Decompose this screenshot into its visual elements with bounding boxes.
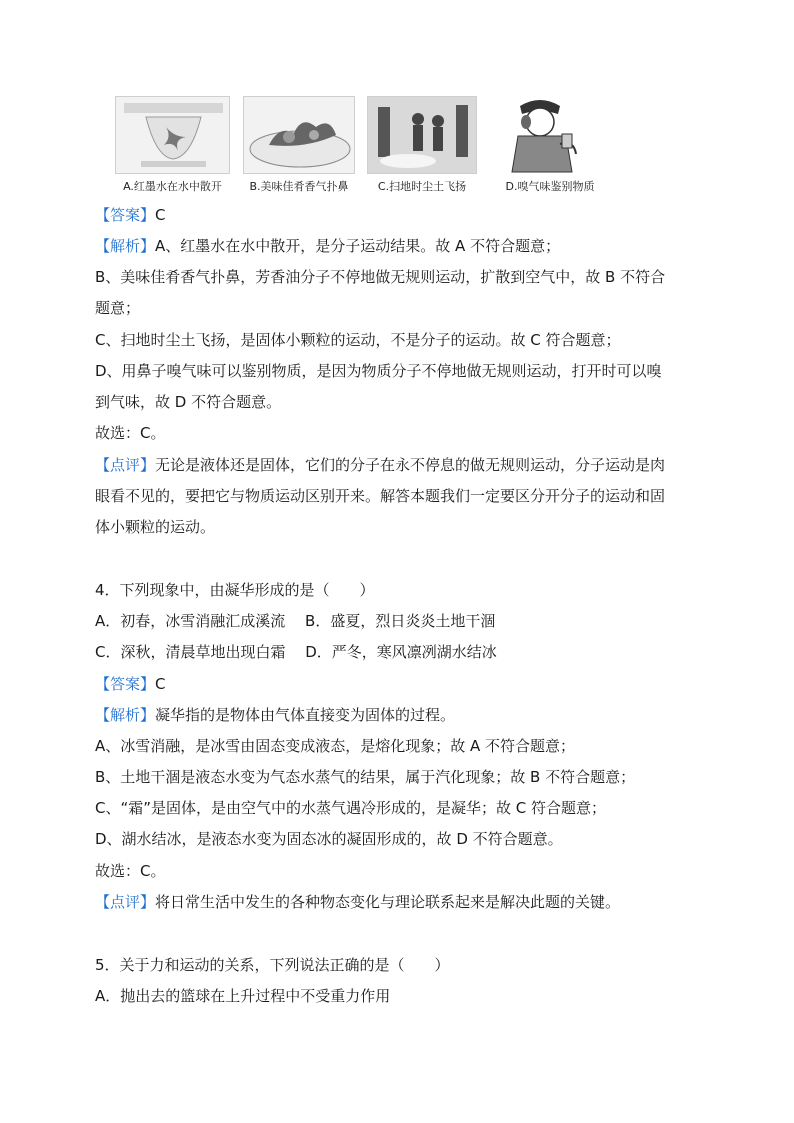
q4-options-line-2: C．深秋，清晨草地出现白霜 D．严冬，寒风凛冽湖水结冰 xyxy=(95,643,497,661)
figure-b-caption: B.美味佳肴香气扑鼻 xyxy=(249,180,349,193)
figure-c-caption: C.扫地时尘土飞扬 xyxy=(377,180,467,193)
q3-analysis-line-4: C、扫地时尘土飞扬，是固体小颗粒的运动，不是分子的运动。故 C 符合题意； xyxy=(95,331,621,349)
q4-options-line-1: A．初春，冰雪消融汇成溪流 B．盛夏，烈日炎炎土地干涸 xyxy=(95,612,496,630)
sweeping-dust-image xyxy=(367,96,477,174)
figure-d xyxy=(490,96,610,196)
q3-comment-line-2: 眼看不见的，要把它与物质运动区别开来。解答本题我们一定要区分开分子的运动和固 xyxy=(95,487,666,505)
q4-comment: 【点评】将日常生活中发生的各种物态变化与理论联系起来是解决此题的关键。 xyxy=(95,893,621,911)
q5-option-a: A．抛出去的篮球在上升过程中不受重力作用 xyxy=(95,987,391,1005)
q3-analysis-line-6: 到气味，故 D 不符合题意。 xyxy=(95,393,282,411)
figure-a-caption: A.红墨水在水中散开 xyxy=(123,180,222,193)
q4-analysis-line-6: 故选：C。 xyxy=(95,862,166,880)
q3-analysis-line-7: 故选：C。 xyxy=(95,424,166,442)
red-ink-diffusion-image xyxy=(115,96,230,174)
q3-comment-line-3: 体小颗粒的运动。 xyxy=(95,518,216,536)
answer-tag: 【答案】 xyxy=(95,206,156,224)
figure-a xyxy=(115,96,230,196)
q4-answer: 【答案】C xyxy=(95,675,166,693)
figure-row xyxy=(115,96,610,196)
q4-analysis-line-5: D、湖水结冰，是液态水变为固态冰的凝固形成的，故 D 不符合题意。 xyxy=(95,830,563,848)
comment-tag: 【点评】 xyxy=(95,456,156,474)
q3-answer-value: C xyxy=(155,206,166,224)
analysis-tag: 【解析】 xyxy=(95,237,156,255)
q4-analysis-line-3: B、土地干涸是液态水变为气态水蒸气的结果，属于汽化现象；故 B 不符合题意； xyxy=(95,768,636,786)
smelling-boy-image xyxy=(490,96,610,174)
q3-analysis-line-3: 题意； xyxy=(95,299,141,317)
q3-analysis-line-5: D、用鼻子嗅气味可以鉴别物质，是因为物质分子不停地做无规则运动，打开时可以嗅 xyxy=(95,362,662,380)
food-aroma-image xyxy=(243,96,355,174)
q5-stem: 5．关于力和运动的关系，下列说法正确的是（ ） xyxy=(95,956,450,974)
figure-c xyxy=(367,96,477,196)
q4-analysis-line-4: C、“霜”是固体，是由空气中的水蒸气遇冷形成的，是凝华；故 C 符合题意； xyxy=(95,799,607,817)
q3-analysis-line-2: B、美味佳肴香气扑鼻，芳香油分子不停地做无规则运动，扩散到空气中，故 B 不符合 xyxy=(95,268,666,286)
q4-analysis-line-1: 【解析】凝华指的是物体由气体直接变为固体的过程。 xyxy=(95,706,456,724)
figure-b xyxy=(243,96,355,196)
q3-analysis-line-1: 【解析】A、红墨水在水中散开，是分子运动结果。故 A 不符合题意； xyxy=(95,237,561,255)
q4-analysis-line-2: A、冰雪消融，是冰雪由固态变成液态，是熔化现象；故 A 不符合题意； xyxy=(95,737,576,755)
figure-d-caption: D.嗅气味鉴别物质 xyxy=(505,180,595,193)
q3-answer xyxy=(95,205,166,225)
q3-comment-line-1: 【点评】无论是液体还是固体，它们的分子在永不停息的做无规则运动，分子运动是肉 xyxy=(95,456,666,474)
q4-stem: 4．下列现象中，由凝华形成的是（ ） xyxy=(95,581,375,599)
